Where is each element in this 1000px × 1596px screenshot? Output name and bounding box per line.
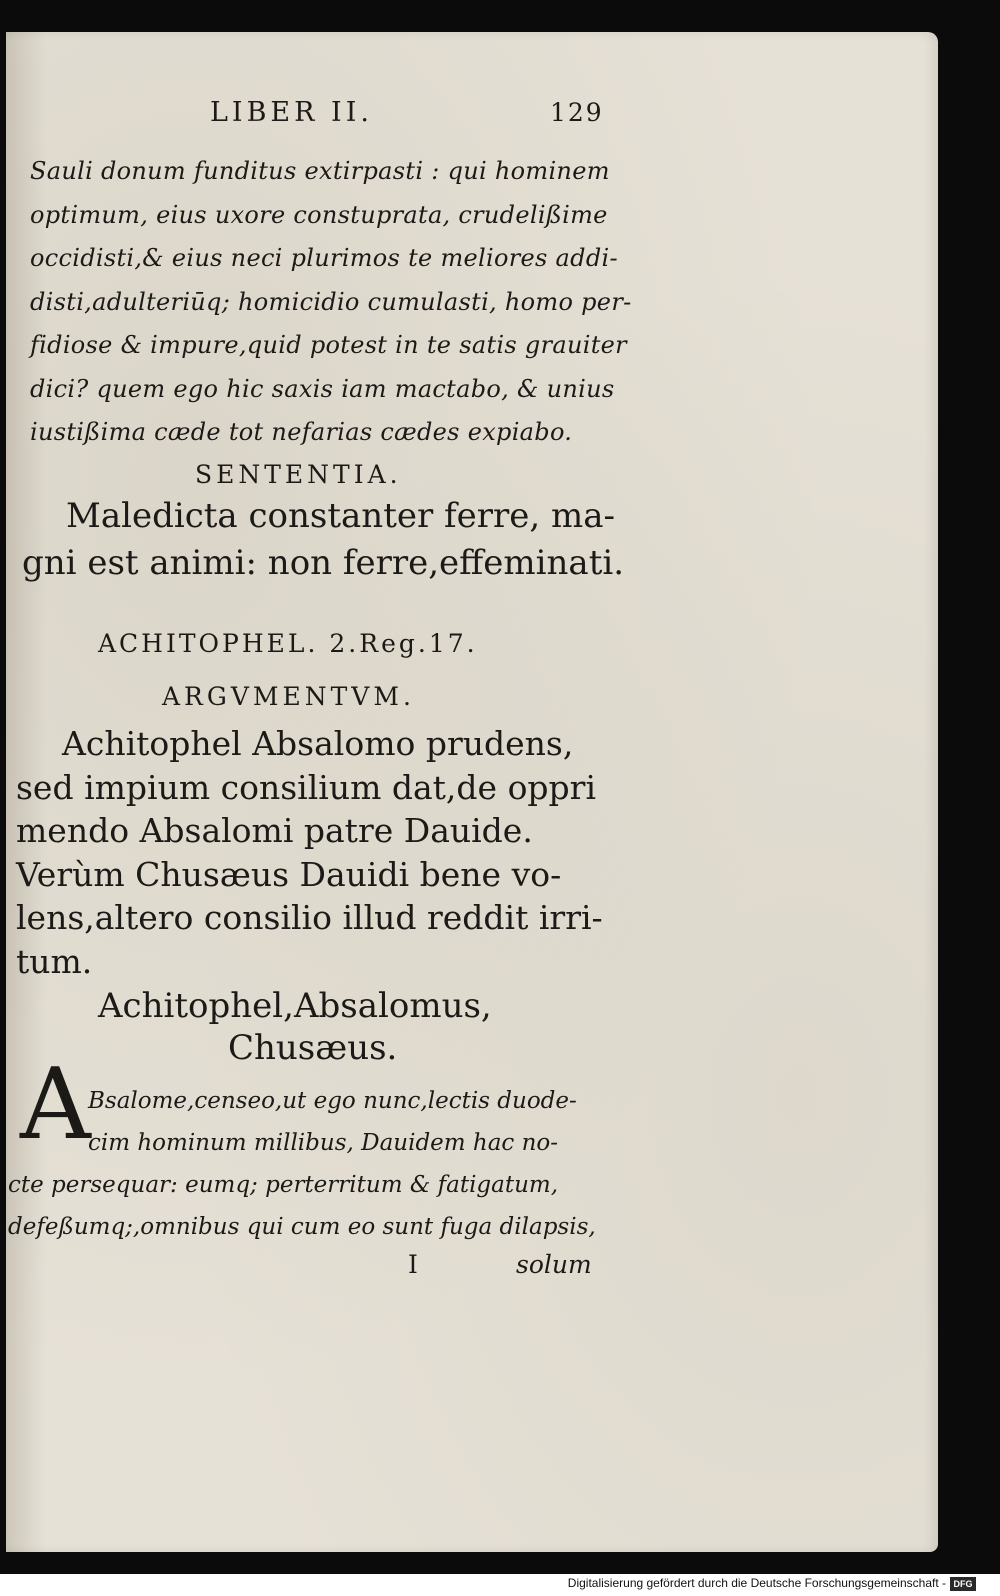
text-line: Maledicta constanter ferre, ma- [66,496,615,536]
text-line: mendo Absalomi patre Dauide. [16,811,533,850]
text-line: fidiose & impure,quid potest in te satis grauiter [30,331,627,359]
argumentum-heading: ARGVMENTVM. [162,682,415,711]
page-number: 129 [550,98,604,127]
dramatis-personae [98,985,492,1069]
text-line: Verùm Chusæus Dauidi bene vo- [16,854,562,894]
text-line: Achitophel Absalomo prudens, [62,724,574,763]
dialogue-paragraph [8,1080,608,1248]
dfg-logo: DFG [950,1577,976,1591]
text-line: Chusæus. [228,1028,398,1068]
text-line: Sauli donum funditus extirpasti : qui hominem [30,157,610,185]
funding-credit: Digitalisierung gefördert durch die Deutsche Forschungsgemeinschaft - [567,1576,946,1590]
sententia-heading: SENTENTIA. [195,460,402,489]
drop-cap-initial: A [20,1048,91,1162]
text-line: occidisti,& eius neci plurimos te meliores addi- [30,244,618,272]
text-line: lens,altero consilio illud reddit irri- [16,898,603,937]
argument-paragraph [16,722,603,983]
text-line: iustißima cæde tot nefarias cædes expiabo. [30,418,573,446]
text-line: Bsalome,censeo,ut ego nunc,lectis duode- [88,1088,577,1114]
text-line: cte persequar: eumq; perterritum & fatigatum, [8,1172,559,1198]
catchword: solum [516,1250,592,1279]
text-line: Achitophel,Absalomus, [98,986,492,1026]
text-line: defeßumq;,omnibus qui cum eo sunt fuga dilapsis, [8,1214,596,1240]
sententia-text [22,493,624,587]
section-heading: ACHITOPHEL. 2.Reg.17. [98,629,478,658]
text-line: gni est animi: non ferre,effeminati. [22,543,625,583]
italic-paragraph [30,150,632,455]
running-head: LIBER II. [210,97,373,128]
signature-mark: I [408,1250,418,1279]
text-line: disti,adulteriūq; homicidio cumulasti, homo per- [30,287,632,316]
text-line: optimum, eius uxore constuprata, crudelißime [30,200,608,229]
text-line: cim hominum millibus, Dauidem hac no- [88,1130,559,1156]
text-line: tum. [16,941,93,981]
text-line: dici? quem ego hic saxis iam mactabo, & unius [30,374,615,403]
text-line: sed impium consilium dat,de oppri [16,767,597,807]
